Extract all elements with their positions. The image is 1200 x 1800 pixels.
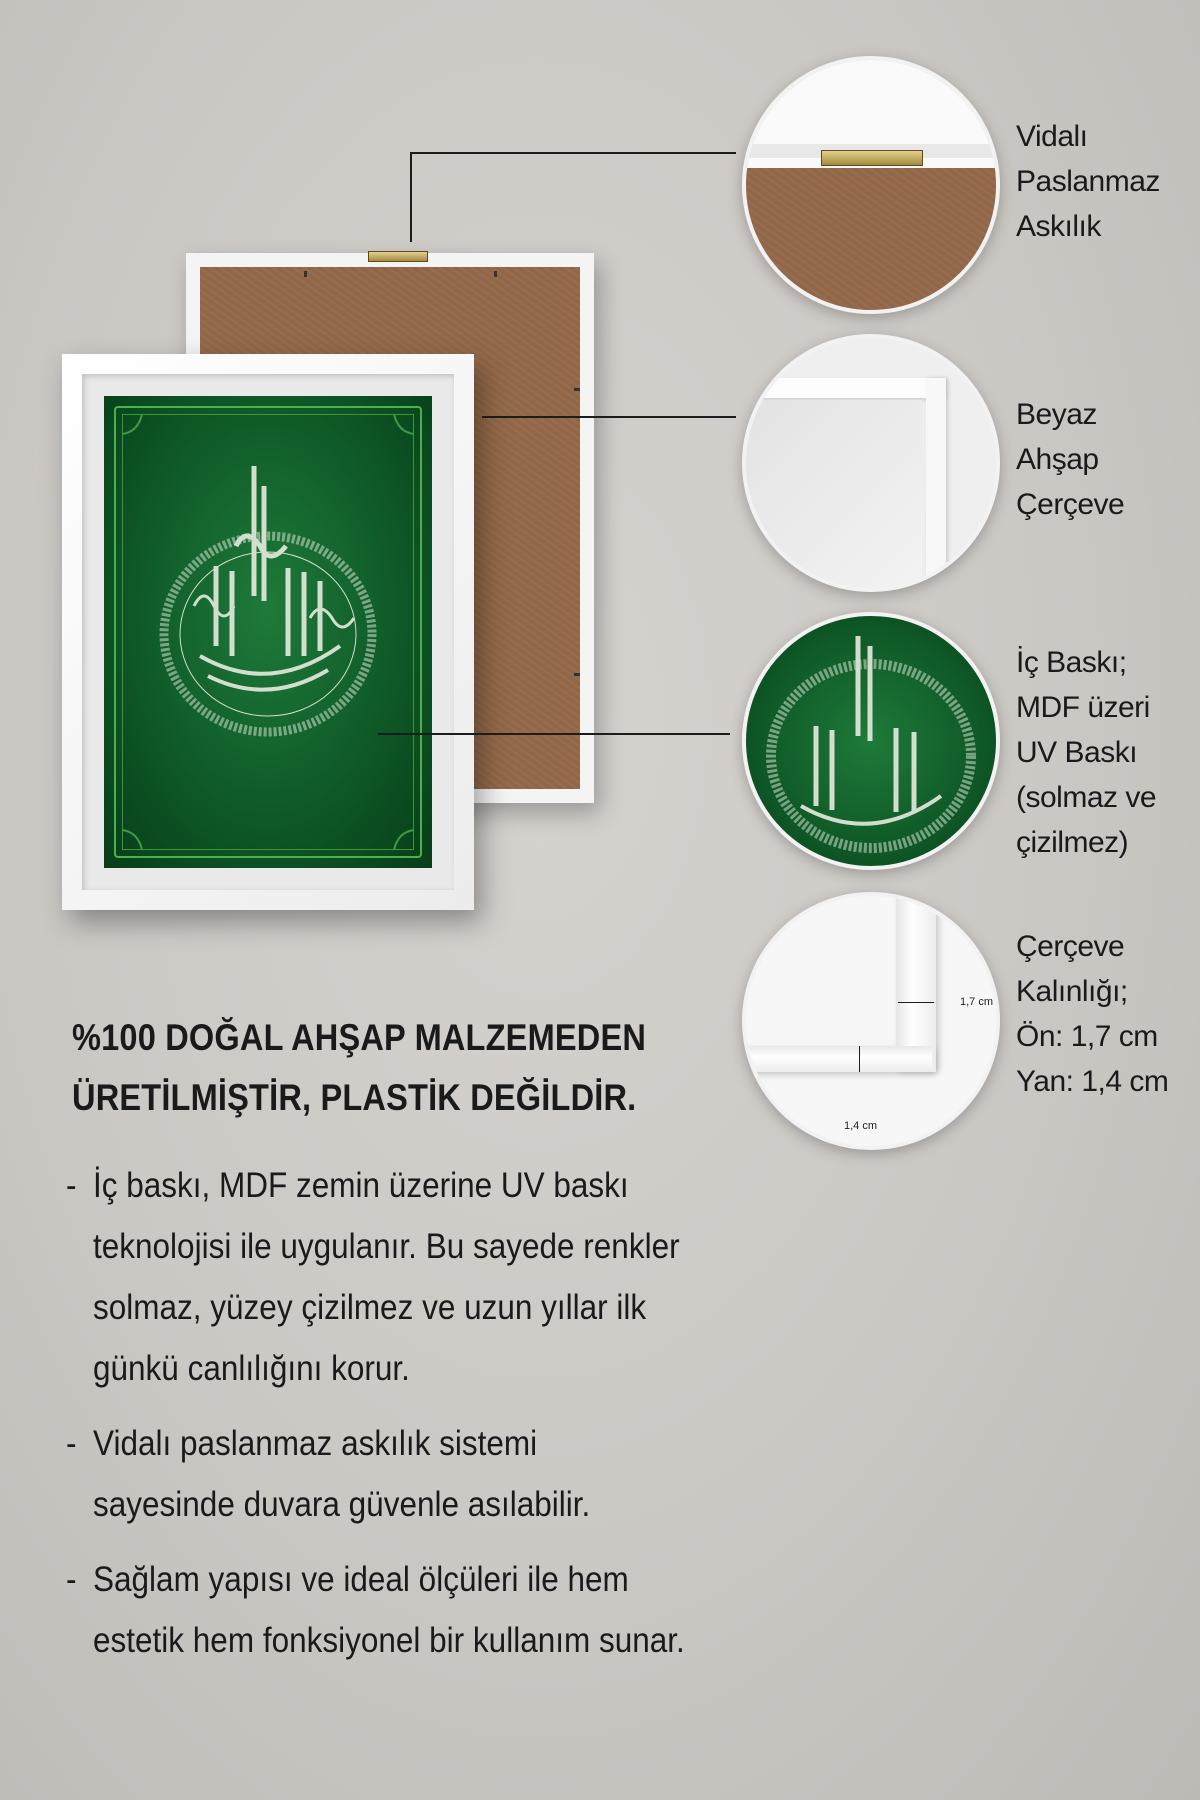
clip-icon [574, 388, 580, 391]
hanger-icon [821, 150, 923, 166]
connector-line-frame [482, 416, 736, 418]
clip-icon [574, 673, 580, 676]
dimension-label-front: 1,7 cm [960, 996, 994, 1008]
callout-thickness-label: Çerçeve Kalınlığı; Ön: 1,7 cm Yan: 1,4 cm [1016, 930, 1169, 1098]
dimension-label-side: 1,4 cm [844, 1120, 878, 1132]
connector-line-hanger [410, 152, 412, 242]
connector-line-print [378, 733, 730, 735]
hanger-icon [368, 251, 428, 262]
dimension-line-side [859, 1046, 860, 1072]
print-detail-circle [742, 612, 1000, 870]
feature-item: - Sağlam yapısı ve ideal ölçüleri ile hem estetik hem fonksiyonel bir kullanım sunar. [66, 1549, 687, 1671]
feature-item: - Vidalı paslanmaz askılık sistemi sayesinde duvara güvenle asılabilir. [66, 1413, 651, 1535]
calligraphy-artwork-icon [104, 396, 432, 868]
callout-hanger-label: Vidalı Paslanmaz Askılık [1016, 120, 1160, 243]
callout-print-label: İç Baskı; MDF üzeri UV Baskı (solmaz ve çizilmez) [1016, 646, 1157, 859]
dimension-line-front [898, 1002, 934, 1003]
feature-list [66, 1155, 826, 1685]
frame-detail-circle [742, 334, 1000, 592]
calligraphy-print [104, 396, 432, 868]
hanger-detail-circle [742, 56, 1000, 314]
clip-icon [494, 271, 497, 277]
connector-line-hanger [410, 152, 736, 154]
front-frame [62, 354, 474, 910]
clip-icon [304, 271, 307, 277]
callout-frame-label: Beyaz Ahşap Çerçeve [1016, 398, 1125, 521]
thickness-detail-circle [742, 892, 1000, 1150]
headline-line-2: ÜRETİLMİŞTİR, PLASTİK DEĞİLDİR. [72, 1077, 637, 1118]
feature-item: - İç baskı, MDF zemin üzerine UV baskı teknolojisi ile uygulanır. Bu sayede renkler solmaz, yüzey çizilmez ve uzun yıllar ilk günkü canlılığını korur. [66, 1155, 723, 1399]
calligraphy-closeup-icon [746, 616, 996, 866]
headline-line-1: %100 DOĞAL AHŞAP MALZEMEDEN [72, 1017, 647, 1058]
headline [72, 1008, 758, 1128]
